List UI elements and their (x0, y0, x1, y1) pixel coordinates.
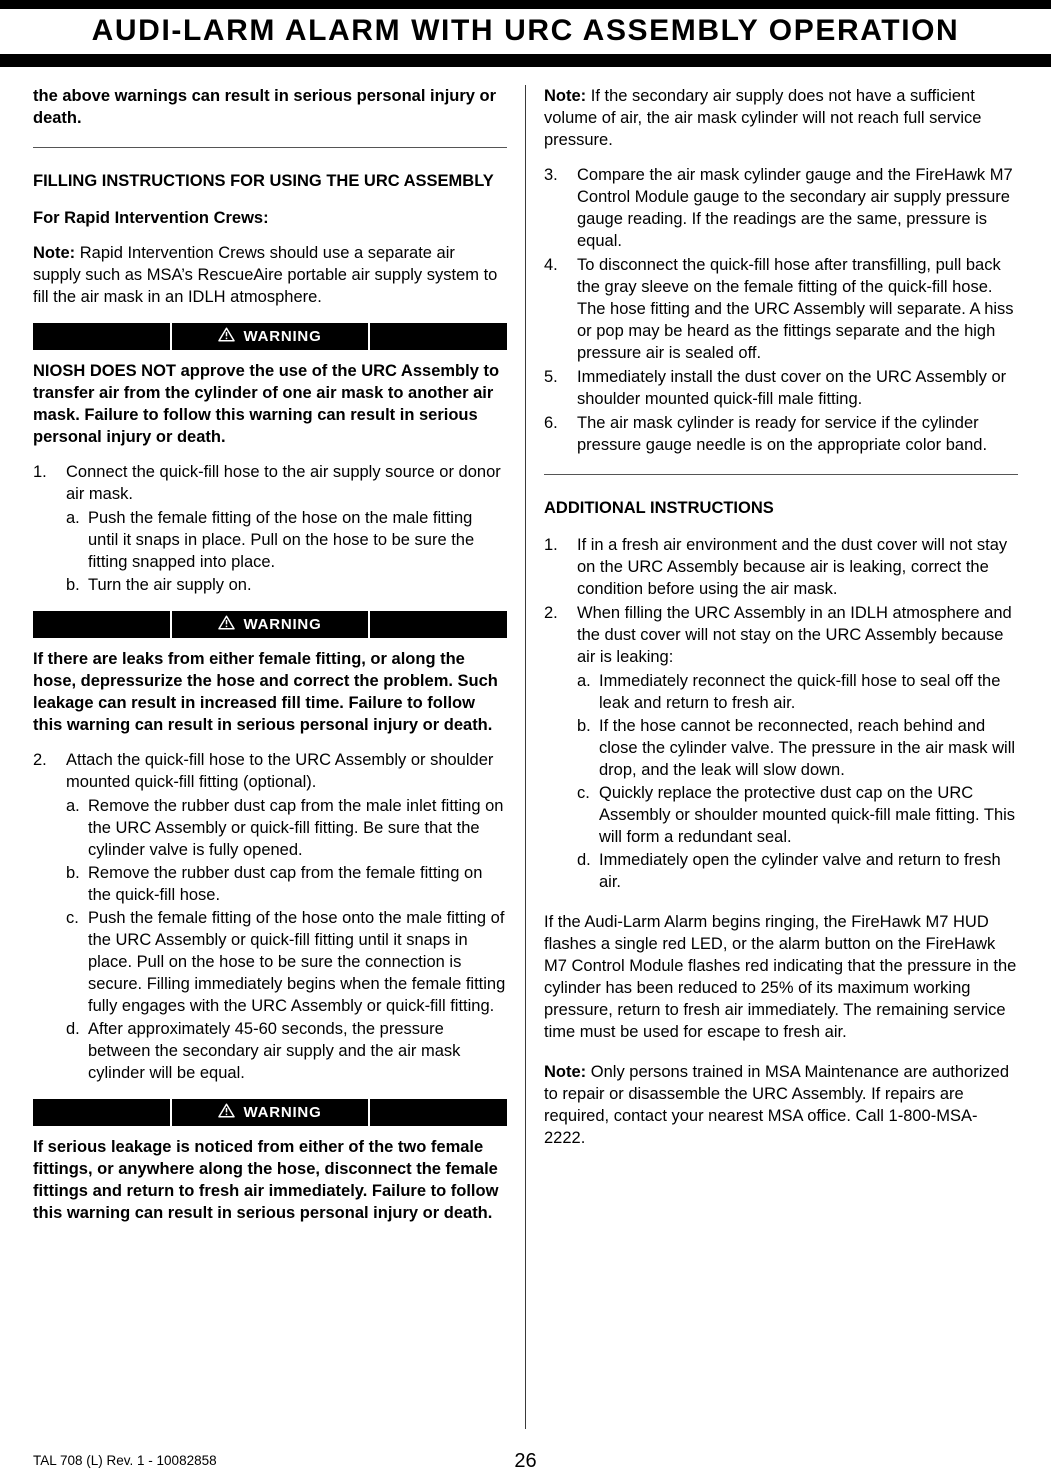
header-top-bar (0, 0, 1051, 9)
warning-label: WARNING (243, 1103, 322, 1121)
lettered-substep (66, 1018, 507, 1084)
warning-niosh-text: NIOSH DOES NOT approve the use of the URC Assembly to transfer air from the cylinder of one air mask to another air mask. Failure to follow this warning can result in serious personal injury or death. (33, 362, 500, 446)
substep-text: Remove the rubber dust cap from the female fitting on the quick-fill hose. (88, 864, 483, 904)
rapid-intervention-subheading: For Rapid Intervention Crews: (33, 209, 269, 227)
left-column (33, 85, 525, 1429)
step-number: 2. (33, 751, 47, 769)
warning-header-inner (170, 611, 369, 638)
substep-text: Turn the air supply on. (88, 576, 252, 594)
lettered-substep (66, 507, 507, 573)
warning-serious-leakage-text: If serious leakage is noticed from either of the two female fittings, or anywhere along the hose, disconnect the female fittings and return to fresh air immediately. Failure to follow this warning can result in serious personal injury or death. (33, 1138, 499, 1222)
warning-leaks-text: If there are leaks from either female fitting, or along the hose, depressurize the hose and correct the problem. Such leakage can result in increased fill time. Failure to follow this warning can result in serious personal injury or death. (33, 650, 498, 734)
warning-header-inner (170, 323, 369, 350)
step-text: To disconnect the quick-fill hose after transfilling, pull back the gray sleeve on the female fitting of the quick-fill hose. The hose fitting and the URC Assembly will separate. A hiss or pop may be heard as the fittings separate and the high pressure air is sealed off. (577, 256, 1014, 362)
section-divider (544, 474, 1018, 475)
document-reference: TAL 708 (L) Rev. 1 - 10082858 (33, 1453, 217, 1468)
note-label: Note: (544, 87, 587, 105)
step-text: When filling the URC Assembly in an IDLH atmosphere and the dust cover will not stay on the URC Assembly because air is leaking: (577, 604, 1012, 666)
step-number: 5. (544, 368, 558, 386)
substep-text: Immediately open the cylinder valve and return to fresh air. (599, 851, 1001, 891)
filling-instructions-heading: FILLING INSTRUCTIONS FOR USING THE URC ASSEMBLY (33, 172, 494, 190)
warning-label: WARNING (243, 615, 322, 633)
substep-text: Immediately reconnect the quick-fill hose to seal off the leak and return to fresh air. (599, 672, 1001, 712)
lettered-substep (577, 849, 1018, 893)
page-number: 26 (514, 1450, 537, 1472)
step-text: Immediately install the dust cover on the URC Assembly or shoulder mounted quick-fill male fitting. (577, 368, 1007, 408)
numbered-step (544, 164, 1018, 252)
note-text: Rapid Intervention Crews should use a separate air supply such as MSA’s RescueAire portable air supply system to fill the air mask in an IDLH atmosphere. (33, 244, 498, 306)
note-secondary-supply (544, 85, 1018, 151)
alarm-behavior-paragraph: If the Audi-Larm Alarm begins ringing, the FireHawk M7 HUD flashes a single red LED, or the alarm button on the FireHawk M7 Control Module flashes red indicating that the pressure in the cylinder has been reduced to 25% of its maximum working pressure, return to fresh air immediately. The remaining service time must be used for escape to fresh air. (544, 913, 1017, 1041)
additional-instructions-heading: ADDITIONAL INSTRUCTIONS (544, 499, 774, 517)
substep-text: Push the female fitting of the hose on the male fitting until it snaps in place. Pull on the hose to be sure the fitting snapped into place. (88, 509, 475, 571)
additional-steps-group (544, 534, 1018, 893)
numbered-step (544, 254, 1018, 364)
warning-header (33, 1099, 507, 1126)
substep-letter: a. (66, 797, 80, 815)
step-text: Compare the air mask cylinder gauge and the FireHawk M7 Control Module gauge to the secondary air supply pressure gauge reading. If the readings are the same, pressure is equal. (577, 166, 1013, 250)
substep-text: After approximately 45-60 seconds, the pressure between the secondary air supply and the air mask cylinder will be equal. (88, 1020, 461, 1082)
substep-text: Push the female fitting of the hose onto the male fitting of the URC Assembly or quick-fill fitting until it snaps in place. Pull on the hose to be sure the connection is secure. Filling immediately begins when the female fitting fully engages with the URC Assembly or quick-fill fitting. (88, 909, 506, 1015)
step-number: 1. (544, 536, 558, 554)
numbered-step (33, 461, 507, 505)
note-rapid-intervention (33, 242, 507, 308)
numbered-step (544, 366, 1018, 410)
warning-header (33, 323, 507, 350)
substep-letter: b. (66, 576, 80, 594)
two-column-content (0, 67, 1051, 1429)
page-title: AUDI-LARM ALARM WITH URC ASSEMBLY OPERATION (91, 14, 960, 47)
step-number: 6. (544, 414, 558, 432)
warning-label: WARNING (243, 327, 322, 345)
substep-letter: d. (66, 1020, 80, 1038)
warning-triangle-icon (218, 326, 235, 348)
substep-letter: b. (577, 717, 591, 735)
numbered-step (544, 602, 1018, 668)
warning-triangle-icon (218, 1102, 235, 1124)
substep-text: Remove the rubber dust cap from the male inlet fitting on the URC Assembly or quick-fill fitting. Be sure that the cylinder valve is fully opened. (88, 797, 504, 859)
carryover-warning-text: the above warnings can result in serious personal injury or death. (33, 87, 497, 127)
warning-header (33, 611, 507, 638)
header-bottom-bar (0, 54, 1051, 67)
step-number: 2. (544, 604, 558, 622)
lettered-substep (66, 574, 507, 596)
substep-text: If the hose cannot be reconnected, reach behind and close the cylinder valve. The pressure in the air mask will drop, and the leak will slow down. (599, 717, 1016, 779)
step-1-group (33, 461, 507, 596)
note-maintenance (544, 1061, 1018, 1149)
step-number: 3. (544, 166, 558, 184)
step-text: If in a fresh air environment and the dust cover will not stay on the URC Assembly because air is leaking, correct the condition before using the air mask. (577, 536, 1008, 598)
warning-triangle-icon (218, 614, 235, 636)
substep-letter: a. (66, 509, 80, 527)
lettered-substep (66, 862, 507, 906)
warning-header-inner (170, 1099, 369, 1126)
steps-3-6-group (544, 164, 1018, 456)
step-text: Connect the quick-fill hose to the air supply source or donor air mask. (66, 463, 501, 503)
substep-text: Quickly replace the protective dust cap on the URC Assembly or shoulder mounted quick-fill male fitting. This will form a redundant seal. (599, 784, 1016, 846)
step-2-group (33, 749, 507, 1084)
step-text: Attach the quick-fill hose to the URC Assembly or shoulder mounted quick-fill fitting (optional). (66, 751, 494, 791)
note-text: If the secondary air supply does not have a sufficient volume of air, the air mask cylinder will not reach full service pressure. (544, 87, 982, 149)
substep-letter: b. (66, 864, 80, 882)
section-divider (33, 147, 507, 148)
substep-letter: a. (577, 672, 591, 690)
note-label: Note: (544, 1063, 587, 1081)
substep-letter: c. (66, 909, 79, 927)
note-label: Note: (33, 244, 76, 262)
lettered-substep (577, 782, 1018, 848)
numbered-step (544, 412, 1018, 456)
lettered-substep (577, 715, 1018, 781)
numbered-step (33, 749, 507, 793)
right-column (526, 85, 1018, 1429)
step-text: The air mask cylinder is ready for service if the cylinder pressure gauge needle is on the appropriate color band. (577, 414, 988, 454)
lettered-substep (66, 907, 507, 1017)
substep-letter: c. (577, 784, 590, 802)
lettered-substep (577, 670, 1018, 714)
substep-letter: d. (577, 851, 591, 869)
step-number: 4. (544, 256, 558, 274)
step-number: 1. (33, 463, 47, 481)
note-text: Only persons trained in MSA Maintenance are authorized to repair or disassemble the URC Assembly. If repairs are required, contact your nearest MSA office. Call 1-800-MSA-2222. (544, 1063, 1010, 1147)
numbered-step (544, 534, 1018, 600)
lettered-substep (66, 795, 507, 861)
